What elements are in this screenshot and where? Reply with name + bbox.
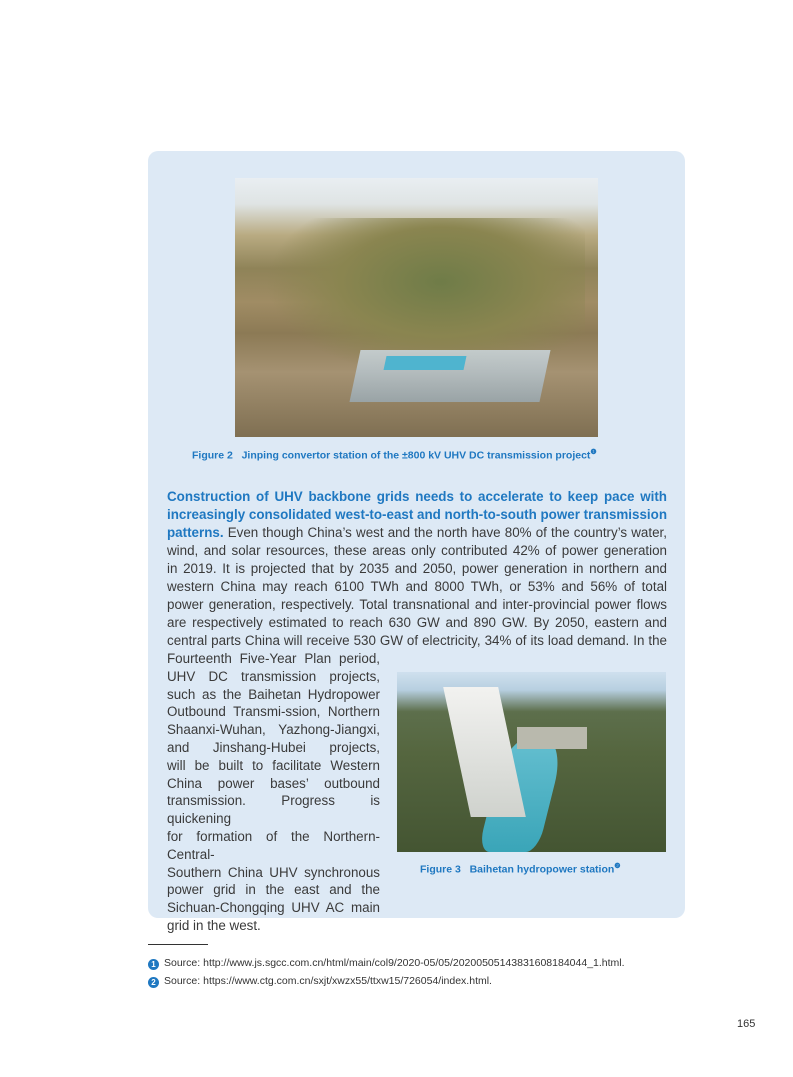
text-line: China power bases’ outbound [167,775,380,791]
footnote-marker: ❷ [614,863,621,870]
text-line: transmission. Progress is quickening [167,793,380,827]
caption-text: Figure 3 Baihetan hydropower station [420,863,615,876]
left-column-text [167,650,380,935]
page-number: 165 [737,1018,756,1030]
text-line: Sichuan-Chongqing UHV AC main [167,900,380,916]
footnote-number-badge: 1 [148,959,159,970]
paragraph-line: in 2019. It is projected that by 2035 and 2050, power generation in northern and [167,561,667,576]
footnote-divider [148,944,208,945]
paragraph-line: power generation, respectively. Total transnational and inter-provincial power flows [167,597,667,612]
footnote-number-badge: 2 [148,977,159,988]
text-line: grid in the west. [167,917,261,933]
main-paragraph [167,488,667,650]
text-line: for formation of the Northern-Central- [167,828,380,862]
text-line: will be built to facilitate Western [167,757,380,773]
figure-2-photo-convertor-station [235,178,598,437]
footnote-marker: ❶ [590,449,597,456]
footnote-text[interactable]: Source: https://www.ctg.com.cn/sxjt/xwzx55/ttxw15/726054/index.html. [164,975,492,987]
paragraph-line: western China may reach 6100 TWh and 8000 TWh, or 53% and 56% of total [167,579,667,594]
text-line: Fourteenth Five-Year Plan period, [167,651,380,666]
figure-3-caption [420,862,621,876]
bold-lead: patterns. [167,525,224,540]
text-line: Outbound Transmi-ssion, Northern [167,704,380,720]
paragraph-line: wind, and solar resources, these areas only contributed 42% of power generation [167,543,667,558]
paragraph-line: Construction of UHV backbone grids needs to accelerate to keep pace with [167,489,667,504]
paragraph-line: increasingly consolidated west-to-east and north-to-south power transmission [167,507,667,522]
text-line: Shaanxi-Wuhan, Yazhong-Jiangxi, [167,722,380,738]
footnote-text[interactable]: Source: http://www.js.sgcc.com.cn/html/main/col9/2020-05/05/20200505143831608184044_1.html. [164,957,625,969]
footnote-1 [148,957,625,970]
text-line: such as the Baihetan Hydropower [167,686,380,702]
text-line: and Jinshang-Hubei projects, [167,739,380,755]
text-line: UHV DC transmission projects, [167,668,380,684]
text: Even though China’s west and the north have 80% of the country’s water, [223,525,667,540]
text-line: power grid in the east and the [167,882,380,898]
text-line: Southern China UHV synchronous [167,864,380,880]
paragraph-line: are respectively estimated to reach 630 GW and 890 GW. By 2050, eastern and [167,615,667,630]
paragraph-line: central parts China will receive 530 GW of electricity, 34% of its load demand. In the [167,633,667,648]
caption-text: Figure 2 Jinping convertor station of the ±800 kV UHV DC transmission project [192,449,591,462]
paragraph-line [167,524,667,542]
footnote-2 [148,975,492,988]
figure-3-photo-hydropower-station [397,672,666,852]
figure-2-caption [192,448,597,462]
